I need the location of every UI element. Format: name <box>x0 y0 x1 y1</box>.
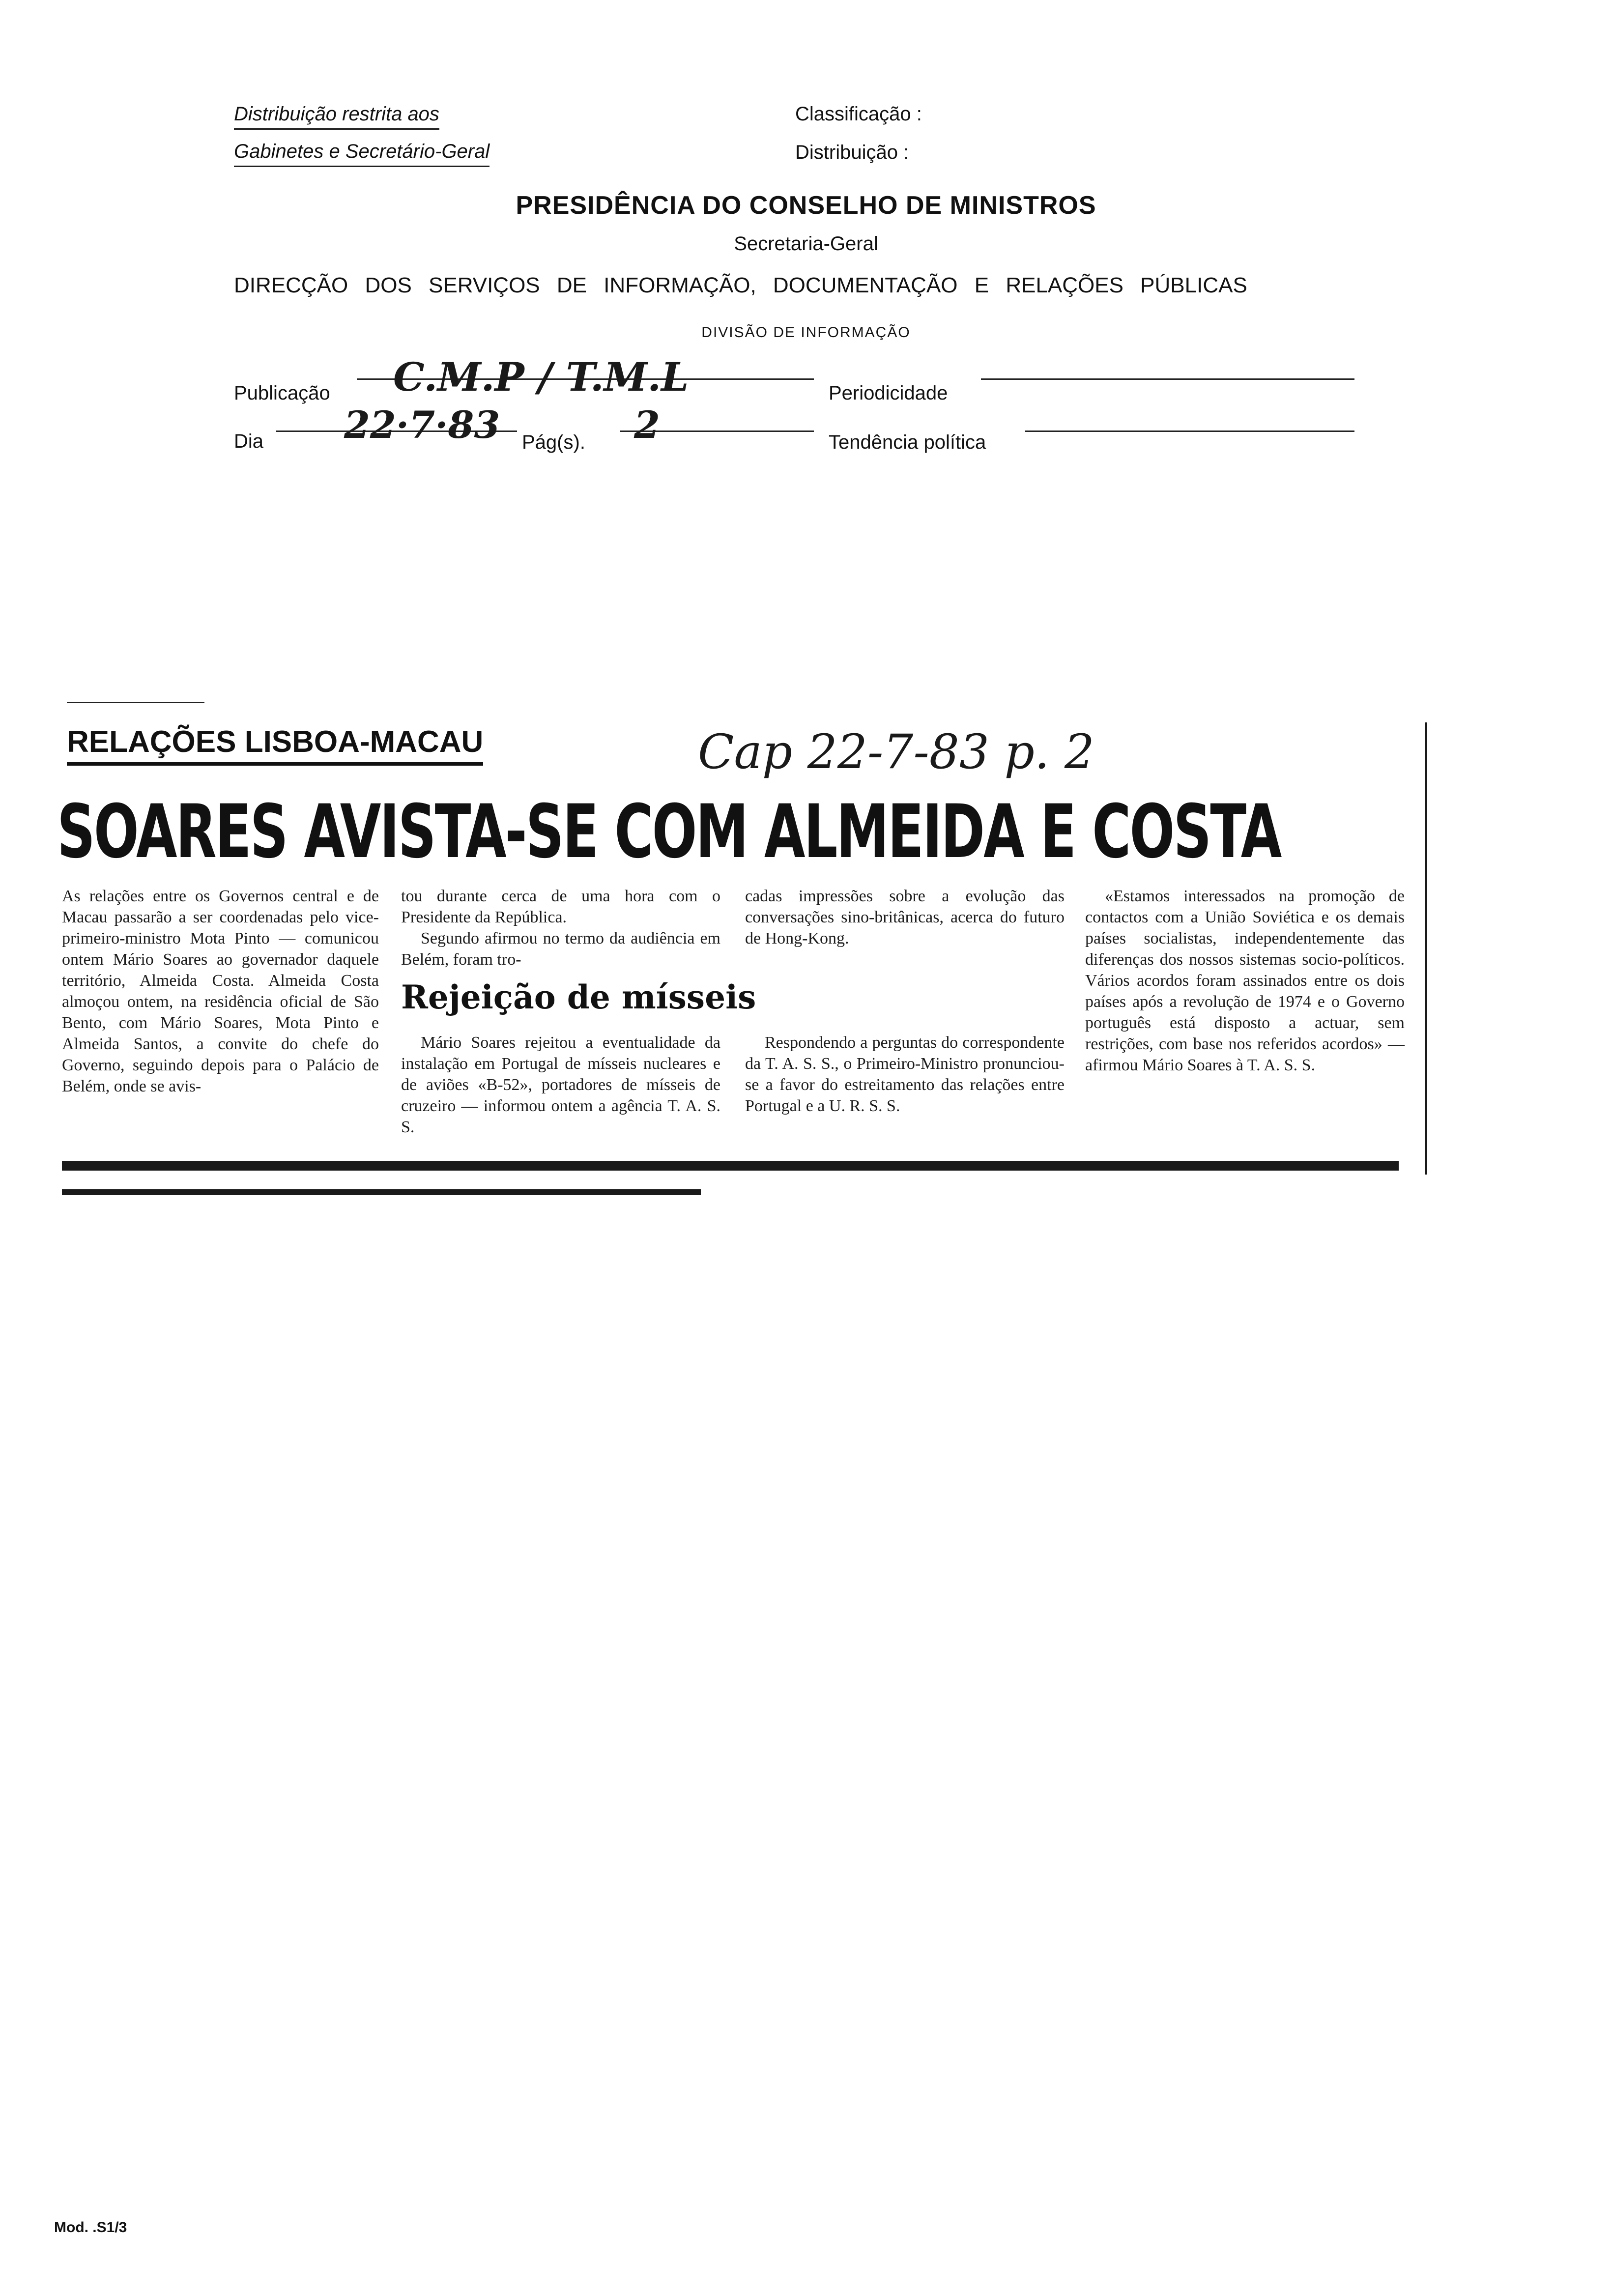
handwritten-note: Cap 22-7-83 p. 2 <box>698 724 1094 779</box>
pages-value: 2 <box>634 403 660 447</box>
article-subhead: Rejeição de mísseis <box>401 978 756 1016</box>
column-1-text: As relações entre os Governos central e de Macau passarão a ser coordenadas pelo vice-primeiro-ministro Mota Pinto — comunicou ontem Mário Soares ao governador daquele território, Almeida Costa. Almeida Costa almoçou ontem, na residência oficial de São Bento, com Mário Soares, Mota Pinto e Almeida Santos, a convite do chefe do Governo, seguindo depois para o Palácio de Belém, onde se avis- <box>62 887 379 1095</box>
clipping-lower-rule <box>62 1189 701 1195</box>
article-column-2 <box>401 886 720 970</box>
article-column-3-lower <box>745 1032 1065 1117</box>
column-2-text-a: tou durante cerca de uma hora com o Presidente da República. <box>401 887 720 926</box>
article-kicker: RELAÇÕES LISBOA-MACAU <box>67 724 483 766</box>
clipping-bottom-rule <box>62 1161 1399 1171</box>
column-3-text-a: cadas impressões sobre a evolução das conversações sino-britânicas, acerca do futuro de Hong-Kong. <box>745 887 1065 947</box>
publication-value: C.M.P / T.M.L <box>393 354 689 400</box>
day-value: 22·7·83 <box>344 403 500 447</box>
org-title: PRESIDÊNCIA DO CONSELHO DE MINISTROS <box>516 191 1096 220</box>
column-2-text-b: Segundo afirmou no termo da audiência em Belém, foram tro- <box>401 929 720 969</box>
column-2-text-c: Mário Soares rejeitou a eventualidade da instalação em Portugal de mísseis nucleares e de aviões «B-52», portadores de mísseis de cruzeiro — informou ontem a agência T. A. S. S. <box>401 1033 720 1136</box>
article-column-1 <box>62 886 379 1097</box>
pages-label: Pág(s). <box>522 431 585 453</box>
day-label: Dia <box>234 430 264 452</box>
clipping-edge-right <box>1425 722 1427 1175</box>
periodicity-label: Periodicidade <box>829 382 948 404</box>
distribution-label: Distribuição : <box>795 142 909 163</box>
article-column-4 <box>1085 886 1405 1076</box>
distribution-restricted-line1: Distribuição restrita aos <box>234 103 439 130</box>
form-code: Mod. .S1/3 <box>54 2219 127 2236</box>
division: DIVISÃO DE INFORMAÇÃO <box>701 324 911 341</box>
org-subtitle: Secretaria-Geral <box>734 233 878 255</box>
article-headline: SOARES AVISTA-SE COM ALMEIDA E COSTA <box>57 789 1281 875</box>
column-4-text: «Estamos interessados na promoção de contactos com a União Soviética e os demais países socialistas, independentemente das diferenças dos nossos sistemas socio-políticos. Vários acordos foram assinados entre os dois países após a revolução de 1974 e o Governo português está disposto a actuar, sem restrições, com base nos referidos acordos» — afirmou Mário Soares à T. A. S. S. <box>1085 887 1405 1074</box>
column-3-text-b: Respondendo a perguntas do correspondente da T. A. S. S., o Primeiro-Ministro pronunciou-se a favor do estreitamento das relações entre Portugal e a U. R. S. S. <box>745 1033 1065 1115</box>
article-column-2-lower <box>401 1032 720 1138</box>
directorate: DIRECÇÃO DOS SERVIÇOS DE INFORMAÇÃO, DOCUMENTAÇÃO E RELAÇÕES PÚBLICAS <box>234 273 1247 297</box>
tendency-label: Tendência política <box>829 431 986 453</box>
publication-label: Publicação <box>234 382 330 404</box>
classification-label: Classificação : <box>795 103 922 125</box>
article-column-3 <box>745 886 1065 949</box>
distribution-restricted-line2: Gabinetes e Secretário-Geral <box>234 141 489 167</box>
